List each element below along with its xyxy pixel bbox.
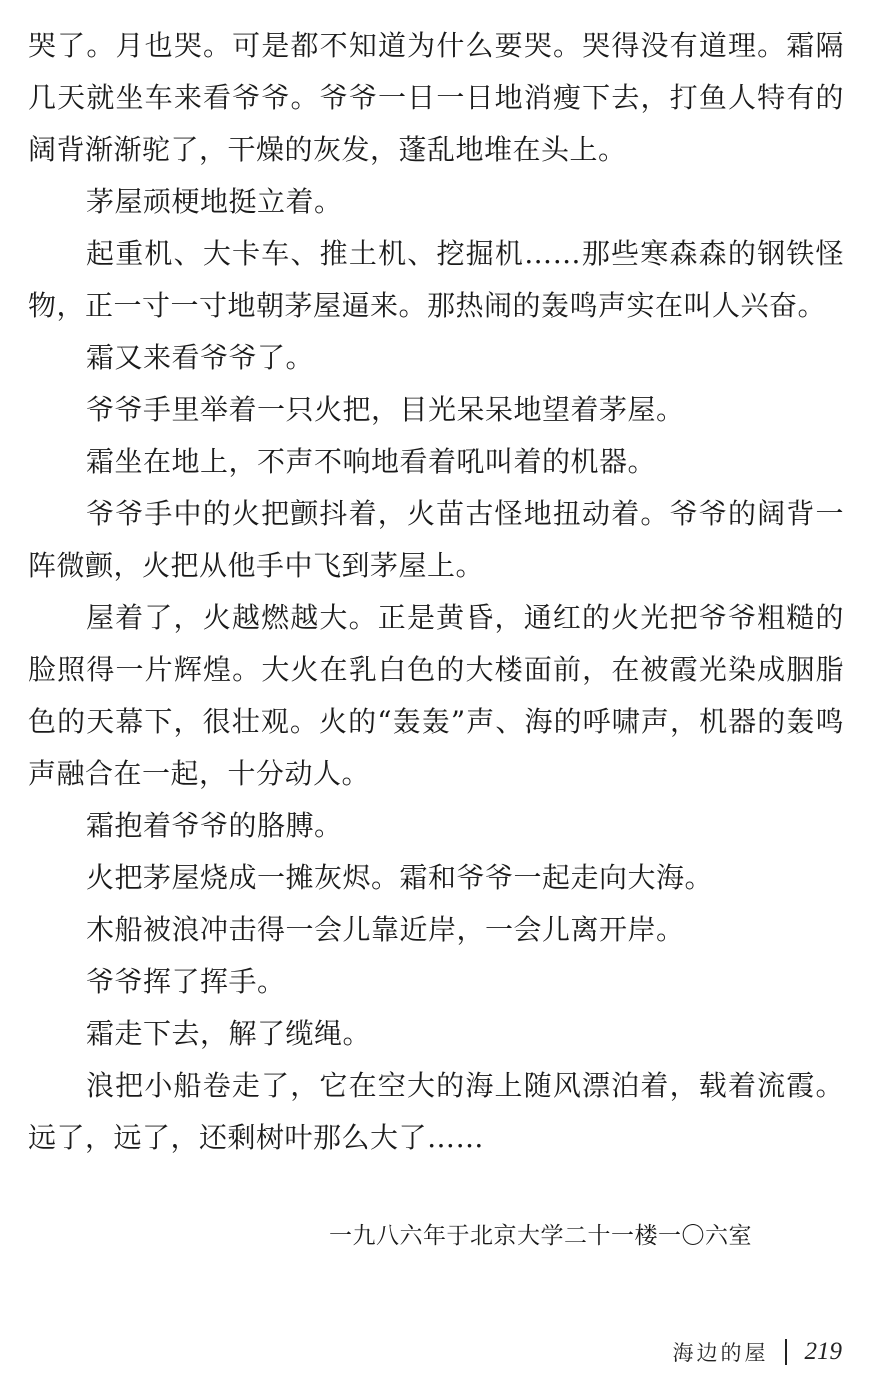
- paragraph: 霜又来看爷爷了。: [86, 341, 315, 374]
- paragraph: 霜抱着爷爷的胳膊。: [86, 809, 343, 842]
- dateline: 一九八六年于北京大学二十一楼一〇六室: [329, 1223, 752, 1249]
- paragraph: 火把茅屋烧成一摊灰烬。霜和爷爷一起走向大海。: [86, 861, 714, 894]
- paragraph: 屋着了，火越燃越大。正是黄昏，通红的火光把爷爷粗糙的脸照得一片辉煌。大火在乳白色的大楼面前，在被霞光染成胭脂色的天幕下，很壮观。火的“轰轰”声、海的呼啸声，机器的轰鸣声融合在一起，十分动人。: [28, 601, 844, 790]
- paragraph: 爷爷手中的火把颤抖着，火苗古怪地扭动着。爷爷的阔背一阵微颤，火把从他手中飞到茅屋上。: [28, 497, 844, 582]
- paragraph: 茅屋顽梗地挺立着。: [86, 185, 343, 218]
- paragraph: 起重机、大卡车、推土机、挖掘机……那些寒森森的钢铁怪物，正一寸一寸地朝茅屋逼来。那热闹的轰鸣声实在叫人兴奋。: [28, 237, 844, 322]
- page-body: [28, 20, 844, 1164]
- running-title: 海边的屋: [672, 1341, 769, 1365]
- paragraph: 霜坐在地上，不声不响地看着吼叫着的机器。: [86, 445, 657, 478]
- footer-divider: [785, 1339, 787, 1365]
- paragraph: 爷爷挥了挥手。: [86, 965, 286, 998]
- page-footer: [673, 1334, 843, 1370]
- paragraph: 霜走下去，解了缆绳。: [86, 1017, 372, 1050]
- paragraph: 哭了。月也哭。可是都不知道为什么要哭。哭得没有道理。霜隔几天就坐车来看爷爷。爷爷一日一日地消瘦下去，打鱼人特有的阔背渐渐驼了，干燥的灰发，蓬乱地堆在头上。: [28, 29, 844, 166]
- paragraph: 浪把小船卷走了，它在空大的海上随风漂泊着，载着流霞。远了，远了，还剩树叶那么大了……: [28, 1069, 844, 1154]
- paragraph: 木船被浪冲击得一会儿靠近岸，一会儿离开岸。: [86, 913, 685, 946]
- paragraph: 爷爷手里举着一只火把，目光呆呆地望着茅屋。: [86, 393, 685, 426]
- page-number: 219: [804, 1338, 842, 1365]
